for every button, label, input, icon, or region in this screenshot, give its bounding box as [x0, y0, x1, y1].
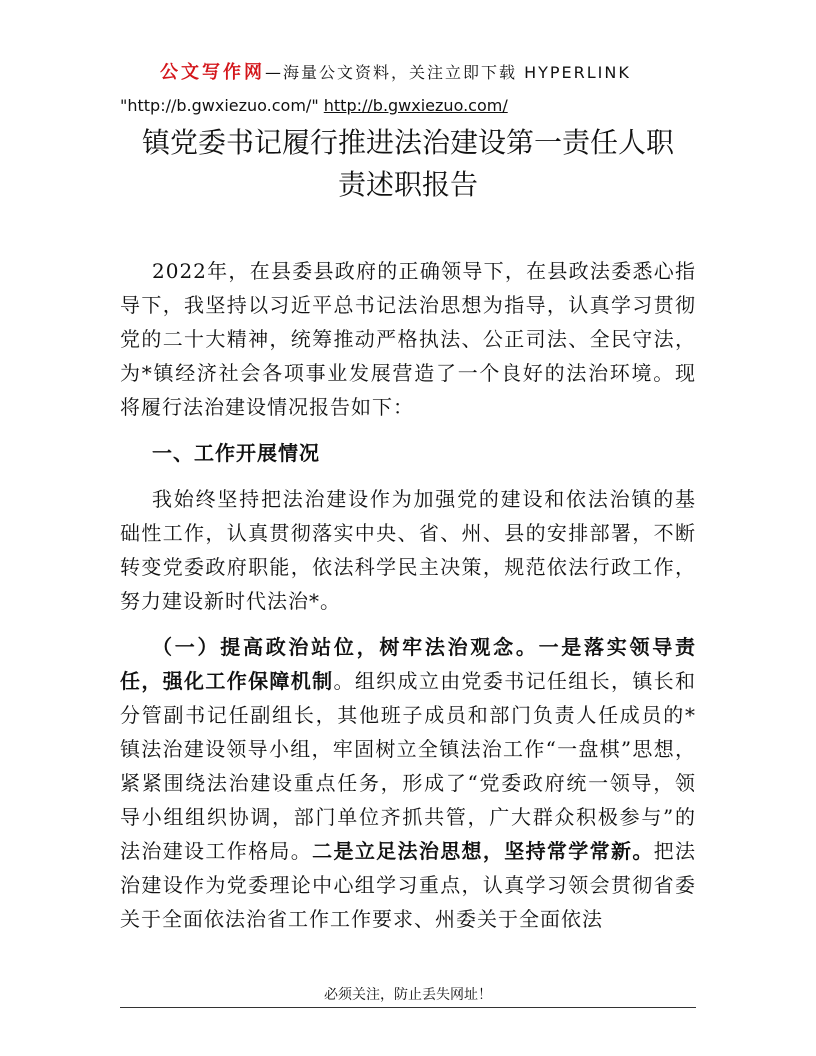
footer-divider: [120, 1007, 696, 1008]
brand-name: 公文写作网: [160, 62, 265, 83]
footer-notice: 必须关注，防止丢失网址！: [324, 987, 492, 1003]
subsection-text-2: 把法治建设作为党委理论中心组学习重点，认真学习领会贯彻省委关于全面依法治省工作工作要求、州委关于全面依法: [120, 839, 697, 931]
subsection-paragraph: [120, 630, 696, 936]
section-paragraph: 我始终坚持把法治建设作为加强党的建设和依法治镇的基础性工作，认真贯彻落实中央、省、州、县的安排部署，不断转变党委政府职能，依法科学民主决策，规范依法行政工作，努力建设新时代法治*。: [120, 487, 696, 613]
section-heading: 一、工作开展情况: [152, 441, 320, 465]
header-tagline: —海量公文资料，关注立即下载 HYPERLINK: [265, 63, 631, 82]
hyperlink-field-code: "http://b.gwxiezuo.com/": [120, 96, 319, 115]
title-line-1: 镇党委书记履行推进法治建设第一责任人职: [141, 126, 674, 159]
subsection-heading: （一）提高政治站位，树牢法治观念。一是落实领导责任，强化工作保障机制: [120, 635, 696, 693]
header-tagline-line: [160, 58, 700, 84]
document-title: [120, 122, 696, 206]
header-url-line: [120, 96, 508, 115]
title-line-2: 责述职报告: [337, 168, 478, 201]
intro-paragraph: 2022年，在县委县政府的正确领导下，在县政法委悉心指导下，我坚持以习近平总书记法治思想为指导，认真学习贯彻党的二十大精神，统筹推动严格执法、公正司法、全民守法，为*镇经济社会各项事业发展营造了一个良好的法治环境。现将履行法治建设情况报告如下：: [120, 259, 696, 419]
site-link[interactable]: http://b.gwxiezuo.com/: [323, 96, 508, 115]
subsection-text-1: 。组织成立由党委书记任组长，镇长和分管副书记任副组长，其他班子成员和部门负责人任成员的*镇法治建设领导小组，牢固树立全镇法治工作“一盘棋”思想，紧紧围绕法治建设重点任务，形成了“党委政府统一领导，领导小组组织协调，部门单位齐抓共管，广大群众积极参与”的法治建设工作格局。: [120, 669, 697, 863]
subsection-point-2: 二是立足法治思想，坚持常学常新。: [312, 839, 654, 863]
